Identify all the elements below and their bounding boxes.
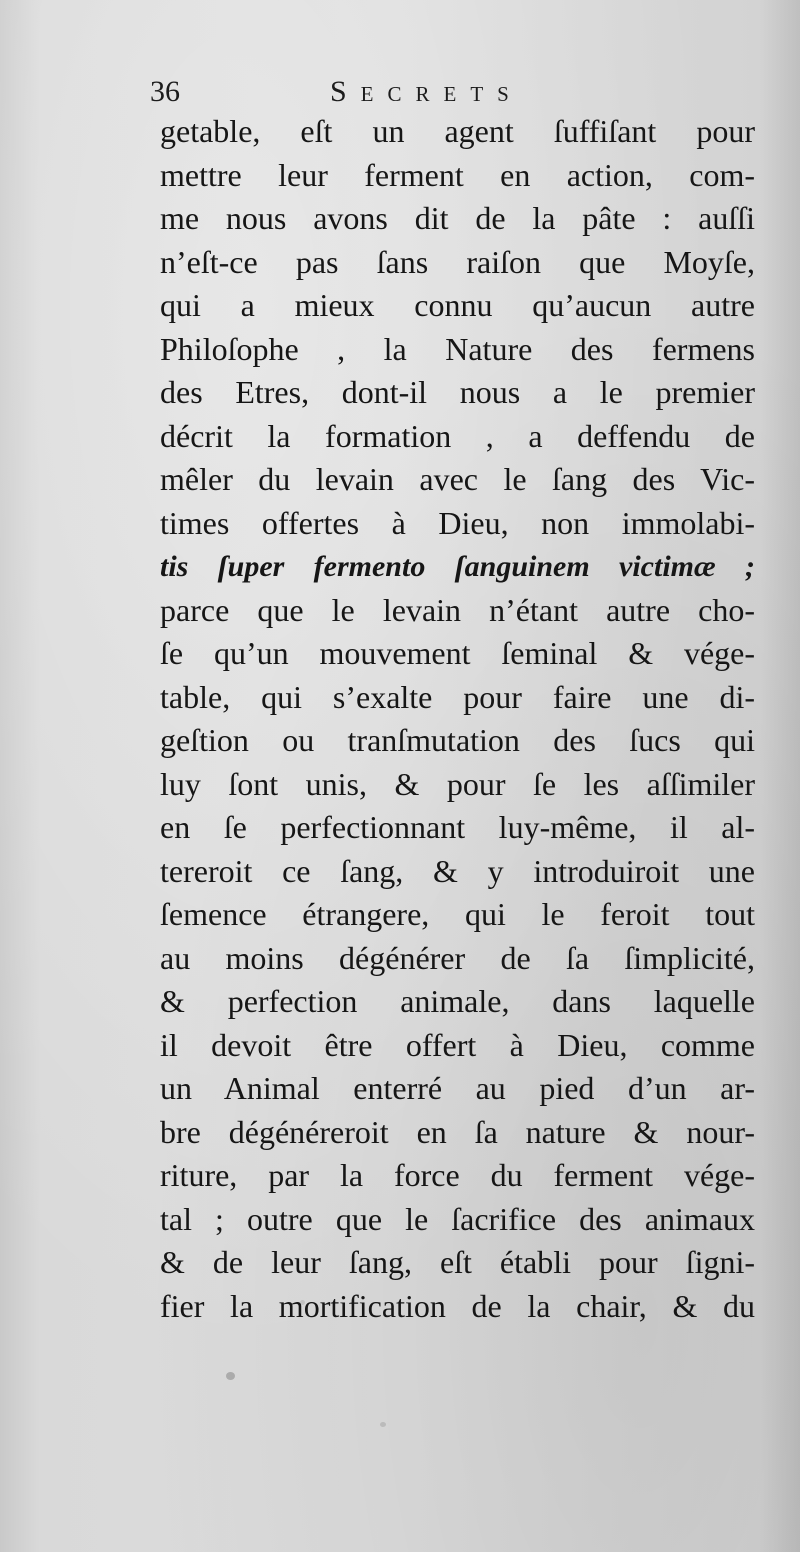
text-line: au moins dégénérer de ſa ſimplicité, bbox=[160, 939, 755, 976]
page-number: 36 bbox=[150, 75, 180, 108]
text-line: getable, eſt un agent ſuffiſant pour bbox=[160, 113, 755, 149]
ink-spot bbox=[226, 1372, 235, 1380]
text-line: me nous avons dit de la pâte : auſſi bbox=[160, 200, 755, 236]
text-line: & perfection animale, dans laquelle bbox=[160, 983, 755, 1019]
running-head-title: Secrets bbox=[330, 75, 523, 108]
text-line: ſemence étrangere, qui le feroit tout bbox=[160, 896, 755, 932]
text-line: décrit la formation , a deffendu de bbox=[160, 417, 755, 454]
text-line: geſtion ou tranſmutation des ſucs qui bbox=[160, 722, 755, 758]
body-text bbox=[160, 110, 755, 1328]
page-header bbox=[150, 72, 620, 112]
ink-spot bbox=[380, 1422, 386, 1427]
text-line: fier la mortification de la chair, & du bbox=[160, 1287, 755, 1324]
text-line: ſe qu’un mouvement ſeminal & vége- bbox=[160, 635, 755, 671]
text-line: un Animal enterré au pied d’un ar- bbox=[160, 1070, 755, 1106]
text-line: il devoit être offert à Dieu, comme bbox=[160, 1026, 755, 1063]
latin-quotation-line: tis ſuper fermento ſanguinem victimæ ; bbox=[160, 550, 755, 583]
text-line: mêler du levain avec le ſang des Vic- bbox=[160, 461, 755, 497]
text-line: parce que le levain n’étant autre cho- bbox=[160, 591, 755, 628]
text-line: riture, par la force du ferment vége- bbox=[160, 1157, 755, 1193]
text-line: n’eſt-ce pas ſans raiſon que Moyſe, bbox=[160, 243, 755, 280]
text-line: mettre leur ferment en action, com- bbox=[160, 156, 755, 193]
text-line: times offertes à Dieu, non immolabi- bbox=[160, 504, 755, 541]
text-line: en ſe perfectionnant luy-même, il al- bbox=[160, 809, 755, 845]
text-line: qui a mieux connu qu’aucun autre bbox=[160, 287, 755, 323]
text-line: tereroit ce ſang, & y introduiroit une bbox=[160, 852, 755, 889]
text-line: Philoſophe , la Nature des fermens bbox=[160, 330, 755, 367]
text-line: tal ; outre que le ſacrifice des animaux bbox=[160, 1200, 755, 1237]
text-line: des Etres, dont-il nous a le premier bbox=[160, 374, 755, 410]
text-line: luy ſont unis, & pour ſe les aſſimiler bbox=[160, 765, 755, 802]
text-line: table, qui s’exalte pour faire une di- bbox=[160, 678, 755, 715]
text-line: & de leur ſang, eſt établi pour ſigni- bbox=[160, 1244, 755, 1280]
text-line: bre dégénéreroit en ſa nature & nour- bbox=[160, 1113, 755, 1150]
